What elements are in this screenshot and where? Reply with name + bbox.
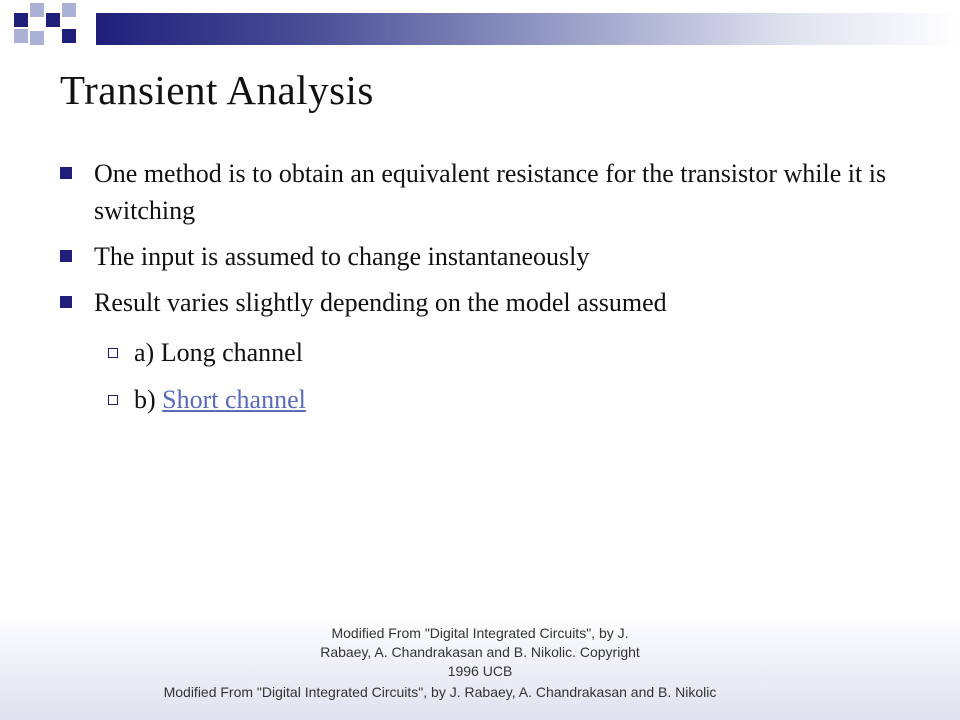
hollow-square-bullet-icon bbox=[108, 348, 118, 358]
header-gradient-bar bbox=[96, 13, 960, 45]
sub-bullet-text: a) Long channel bbox=[134, 338, 303, 367]
bullet-item bbox=[60, 284, 920, 418]
corner-square-lavender-1 bbox=[30, 3, 44, 17]
sub-bullet-prefix: b) bbox=[134, 385, 163, 414]
bullet-text: One method is to obtain an equivalent resistance for the transistor while it is switching bbox=[94, 159, 887, 225]
corner-square-navy-1 bbox=[14, 13, 28, 27]
sub-bullet-list bbox=[94, 334, 920, 418]
corner-square-navy-2 bbox=[46, 13, 60, 27]
corner-square-lavender-3 bbox=[30, 31, 44, 45]
corner-square-lavender-2 bbox=[62, 3, 76, 17]
sub-bullet-item bbox=[94, 334, 920, 371]
bullet-item bbox=[60, 238, 920, 275]
hollow-square-bullet-icon bbox=[108, 395, 118, 405]
corner-square-navy-3 bbox=[62, 29, 76, 43]
square-bullet-icon bbox=[60, 250, 72, 262]
bullet-list bbox=[60, 155, 920, 428]
footer-note-wide: Modified From "Digital Integrated Circuits", by J. Rabaey, A. Chandrakasan and B. Nikolic bbox=[163, 684, 717, 700]
bullet-text: Result varies slightly depending on the model assumed bbox=[94, 288, 667, 317]
square-bullet-icon bbox=[60, 167, 72, 179]
short-channel-link[interactable]: Short channel bbox=[162, 385, 306, 414]
corner-square-lavender-4 bbox=[14, 29, 28, 43]
sub-bullet-item bbox=[94, 381, 920, 418]
bullet-text: The input is assumed to change instantaneously bbox=[94, 242, 590, 271]
slide-title: Transient Analysis bbox=[60, 67, 374, 113]
footer-note-small: Modified From "Digital Integrated Circuits", by J. Rabaey, A. Chandrakasan and B. Nikolic. Copyright 1996 UCB bbox=[320, 625, 640, 679]
square-bullet-icon bbox=[60, 296, 72, 308]
bullet-item bbox=[60, 155, 920, 229]
